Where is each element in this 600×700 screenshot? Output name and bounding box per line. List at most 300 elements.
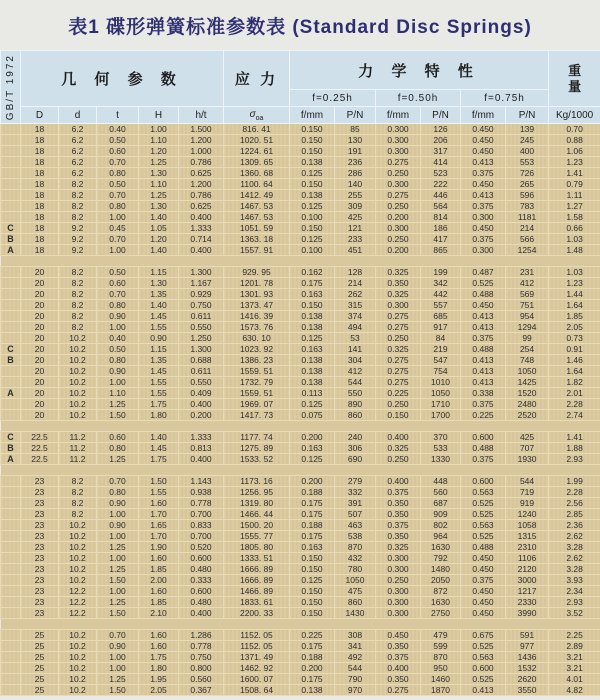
table-cell: 507 — [335, 509, 376, 520]
table-cell: 25 — [21, 630, 59, 641]
table-row — [1, 179, 600, 190]
table-cell: 341 — [335, 641, 376, 652]
table-cell: 130 — [335, 135, 376, 146]
series-marker-cell — [1, 333, 21, 344]
table-cell: 2480 — [506, 399, 549, 410]
table-cell: 1630 — [421, 597, 461, 608]
table-cell: 84 — [421, 333, 461, 344]
table-header — [1, 51, 600, 124]
table-cell: 10.2 — [59, 575, 97, 586]
table-cell: 0.400 — [179, 608, 224, 619]
separator-cell — [1, 465, 600, 476]
table-cell: 8.2 — [59, 278, 97, 289]
table-cell: 1.300 — [179, 267, 224, 278]
table-cell: 0.786 — [179, 190, 224, 201]
weight-char-2: 量 — [568, 78, 582, 94]
table-row — [1, 498, 600, 509]
col-ht: h/t — [179, 107, 224, 124]
table-cell: 1.45 — [139, 311, 179, 322]
table-cell: 8.2 — [59, 322, 97, 333]
table-cell: 0.450 — [461, 608, 506, 619]
table-cell: 0.480 — [179, 597, 224, 608]
table-cell: 0.150 — [290, 608, 335, 619]
table-cell: 0.700 — [179, 531, 224, 542]
series-marker-cell — [1, 300, 21, 311]
table-cell: 1.15 — [139, 267, 179, 278]
series-marker-cell — [1, 685, 21, 696]
series-marker-cell — [1, 377, 21, 388]
table-cell: 0.163 — [290, 289, 335, 300]
table-cell: 0.450 — [376, 630, 421, 641]
table-cell: 0.488 — [461, 542, 506, 553]
series-marker-cell: C — [1, 344, 21, 355]
table-cell: 1.80 — [139, 663, 179, 674]
table-cell: 0.833 — [179, 520, 224, 531]
table-cell: 1309. 65 — [224, 157, 290, 168]
table-cell: 0.563 — [461, 652, 506, 663]
table-cell: 0.90 — [97, 641, 139, 652]
table-cell: 0.300 — [376, 586, 421, 597]
table-row — [1, 520, 600, 531]
table-cell: 2620 — [506, 674, 549, 685]
series-marker-cell — [1, 399, 21, 410]
table-cell: 1666. 89 — [224, 575, 290, 586]
table-cell: 1301. 93 — [224, 289, 290, 300]
table-cell: 1100. 64 — [224, 179, 290, 190]
table-cell: 553 — [506, 157, 549, 168]
table-cell: 547 — [421, 355, 461, 366]
table-cell: 1.99 — [549, 476, 600, 487]
table-cell: 1371. 49 — [224, 652, 290, 663]
weight-char-1: 重 — [568, 62, 582, 78]
table-cell: 6.2 — [59, 146, 97, 157]
table-cell: 1.75 — [139, 399, 179, 410]
table-cell: 3.93 — [549, 575, 600, 586]
table-cell: 1.333 — [179, 223, 224, 234]
table-cell: 1.23 — [549, 278, 600, 289]
table-cell: 1557. 91 — [224, 245, 290, 256]
table-cell: 1.00 — [97, 553, 139, 564]
table-cell: 0.525 — [461, 641, 506, 652]
table-cell: 20 — [21, 311, 59, 322]
table-cell: 0.40 — [97, 124, 139, 135]
table-cell: 0.100 — [290, 212, 335, 223]
table-cell: 139 — [506, 124, 549, 135]
table-cell: 0.750 — [179, 300, 224, 311]
table-row — [1, 685, 600, 696]
table-cell: 1315 — [506, 531, 549, 542]
series-marker-cell — [1, 135, 21, 146]
table-row — [1, 597, 600, 608]
table-cell: 23 — [21, 476, 59, 487]
table-cell: 1.75 — [139, 652, 179, 663]
series-marker-cell — [1, 476, 21, 487]
table-cell: 6.2 — [59, 157, 97, 168]
series-marker-cell — [1, 520, 21, 531]
deflection-050h: f=0.50h — [376, 90, 461, 107]
table-cell: 308 — [335, 630, 376, 641]
table-cell: 1.55 — [139, 322, 179, 333]
table-cell: 2.01 — [549, 388, 600, 399]
table-cell: 599 — [421, 641, 461, 652]
series-marker-cell — [1, 146, 21, 157]
table-cell: 0.400 — [376, 476, 421, 487]
table-cell: 0.350 — [376, 641, 421, 652]
table-cell: 0.350 — [376, 509, 421, 520]
table-cell: 566 — [506, 234, 549, 245]
table-row — [1, 509, 600, 520]
table-cell: 12.2 — [59, 608, 97, 619]
table-cell: 492 — [335, 652, 376, 663]
table-cell: 3000 — [506, 575, 549, 586]
table-cell: 20 — [21, 377, 59, 388]
table-cell: 1.10 — [139, 179, 179, 190]
table-row — [1, 344, 600, 355]
table-cell: 0.163 — [290, 542, 335, 553]
table-cell: 317 — [421, 146, 461, 157]
table-cell: 1.10 — [97, 388, 139, 399]
table-cell: 8.2 — [59, 212, 97, 223]
table-body — [1, 124, 600, 696]
table-cell: 0.275 — [376, 685, 421, 696]
table-cell: 0.450 — [461, 597, 506, 608]
table-cell: 0.487 — [461, 267, 506, 278]
table-cell: 1805. 80 — [224, 542, 290, 553]
table-cell: 18 — [21, 201, 59, 212]
table-cell: 1.200 — [179, 179, 224, 190]
table-cell: 0.375 — [461, 399, 506, 410]
table-cell: 919 — [506, 498, 549, 509]
table-cell: 0.163 — [290, 344, 335, 355]
table-cell: 432 — [335, 553, 376, 564]
table-row — [1, 366, 600, 377]
table-cell: 0.125 — [290, 575, 335, 586]
table-cell: 20 — [21, 300, 59, 311]
table-cell: 816. 41 — [224, 124, 290, 135]
table-cell: 25 — [21, 663, 59, 674]
table-cell: 0.800 — [179, 663, 224, 674]
table-cell: 1.55 — [139, 487, 179, 498]
table-row — [1, 388, 600, 399]
page-title: 表1 碟形弹簧标准参数表 (Standard Disc Springs) — [68, 16, 532, 38]
table-cell: 0.550 — [179, 322, 224, 333]
table-cell: 1600. 07 — [224, 674, 290, 685]
table-cell: 425 — [506, 432, 549, 443]
table-cell: 0.550 — [179, 377, 224, 388]
table-cell: 751 — [506, 300, 549, 311]
table-cell: 412 — [335, 366, 376, 377]
table-cell: 1152. 05 — [224, 641, 290, 652]
table-cell: 0.150 — [290, 564, 335, 575]
table-cell: 1173. 16 — [224, 476, 290, 487]
table-cell: 0.611 — [179, 366, 224, 377]
col-P-050: P/N — [421, 107, 461, 124]
table-cell: 1.60 — [139, 498, 179, 509]
table-cell: 0.560 — [179, 674, 224, 685]
table-cell: 2.85 — [549, 509, 600, 520]
table-cell: 1.60 — [139, 586, 179, 597]
table-cell: 0.150 — [290, 124, 335, 135]
table-cell: 2330 — [506, 597, 549, 608]
table-cell: 11.2 — [59, 454, 97, 465]
table-cell: 0.714 — [179, 234, 224, 245]
table-cell: 20 — [21, 289, 59, 300]
table-cell: 0.275 — [376, 322, 421, 333]
table-cell: 10.2 — [59, 333, 97, 344]
table-cell: 533 — [421, 443, 461, 454]
table-cell: 1.65 — [139, 520, 179, 531]
series-marker-cell: B — [1, 443, 21, 454]
table-cell: 1710 — [421, 399, 461, 410]
table-cell: 0.200 — [290, 663, 335, 674]
table-cell: 783 — [506, 201, 549, 212]
series-marker-cell — [1, 179, 21, 190]
table-cell: 10.2 — [59, 542, 97, 553]
title-bar — [0, 0, 600, 50]
table-cell: 557 — [421, 300, 461, 311]
table-cell: 121 — [335, 223, 376, 234]
table-cell: 564 — [421, 201, 461, 212]
group-separator-row — [1, 421, 600, 432]
table-cell: 929. 95 — [224, 267, 290, 278]
table-cell: 8.2 — [59, 487, 97, 498]
table-row — [1, 586, 600, 597]
table-cell: 425 — [335, 212, 376, 223]
table-cell: 0.250 — [376, 454, 421, 465]
table-cell: 10.2 — [59, 674, 97, 685]
table-cell: 1630 — [421, 542, 461, 553]
table-cell: 0.225 — [290, 630, 335, 641]
table-cell: 0.90 — [97, 498, 139, 509]
table-cell: 0.450 — [461, 223, 506, 234]
table-cell: 1.25 — [97, 597, 139, 608]
table-cell: 0.125 — [290, 333, 335, 344]
table-cell: 954 — [506, 311, 549, 322]
table-cell: 0.91 — [549, 344, 600, 355]
table-row — [1, 333, 600, 344]
table-cell: 0.138 — [290, 190, 335, 201]
table-cell: 0.325 — [376, 267, 421, 278]
table-cell: 538 — [335, 531, 376, 542]
table-cell: 0.80 — [97, 201, 139, 212]
table-cell: 0.413 — [461, 355, 506, 366]
table-cell: 1.45 — [139, 366, 179, 377]
table-cell: 860 — [335, 410, 376, 421]
table-cell: 1.75 — [139, 454, 179, 465]
table-cell: 255 — [335, 190, 376, 201]
table-cell: 1559. 51 — [224, 366, 290, 377]
series-marker-cell — [1, 289, 21, 300]
table-cell: 1.500 — [179, 124, 224, 135]
table-cell: 2.25 — [549, 630, 600, 641]
table-cell: 18 — [21, 234, 59, 245]
table-cell: 0.45 — [97, 223, 139, 234]
table-cell: 1508. 64 — [224, 685, 290, 696]
table-cell: 1559. 51 — [224, 388, 290, 399]
table-cell: 0.375 — [461, 168, 506, 179]
table-cell: 0.929 — [179, 289, 224, 300]
table-cell: 0.413 — [461, 157, 506, 168]
table-row — [1, 652, 600, 663]
table-cell: 1051. 59 — [224, 223, 290, 234]
table-cell: 12.2 — [59, 586, 97, 597]
table-cell: 1201. 78 — [224, 278, 290, 289]
table-cell: 0.138 — [290, 157, 335, 168]
table-cell: 25 — [21, 685, 59, 696]
table-cell: 0.525 — [461, 498, 506, 509]
table-cell: 1.25 — [97, 454, 139, 465]
table-cell: 20 — [21, 355, 59, 366]
table-cell: 1.35 — [139, 355, 179, 366]
table-cell: 2200. 33 — [224, 608, 290, 619]
table-cell: 1.03 — [549, 267, 600, 278]
table-cell: 448 — [421, 476, 461, 487]
table-cell: 1.41 — [549, 432, 600, 443]
table-cell: 23 — [21, 520, 59, 531]
table-cell: 0.413 — [461, 322, 506, 333]
table-cell: 10.2 — [59, 685, 97, 696]
series-marker-cell — [1, 267, 21, 278]
table-cell: 0.488 — [461, 443, 506, 454]
table-cell: 0.450 — [461, 553, 506, 564]
series-marker-cell — [1, 157, 21, 168]
table-cell: 0.90 — [97, 311, 139, 322]
table-cell: 20 — [21, 322, 59, 333]
table-cell: 0.200 — [290, 476, 335, 487]
table-cell: 18 — [21, 146, 59, 157]
table-cell: 0.375 — [376, 652, 421, 663]
table-cell: 2.05 — [139, 685, 179, 696]
table-cell: 463 — [335, 520, 376, 531]
table-cell: 870 — [421, 652, 461, 663]
deflection-075h: f=0.75h — [461, 90, 549, 107]
table-cell: 0.600 — [179, 586, 224, 597]
table-cell: 0.100 — [290, 245, 335, 256]
table-cell: 1.45 — [139, 443, 179, 454]
table-cell: 0.175 — [290, 498, 335, 509]
table-cell: 0.450 — [461, 300, 506, 311]
table-cell: 872 — [421, 586, 461, 597]
table-row — [1, 289, 600, 300]
table-cell: 550 — [335, 388, 376, 399]
table-cell: 1.20 — [139, 234, 179, 245]
table-row — [1, 311, 600, 322]
table-cell: 1254 — [506, 245, 549, 256]
table-cell: 10.2 — [59, 377, 97, 388]
table-cell: 262 — [335, 289, 376, 300]
table-cell: 3.21 — [549, 663, 600, 674]
table-cell: 1.40 — [139, 245, 179, 256]
table-cell: 8.2 — [59, 509, 97, 520]
table-cell: 1417. 73 — [224, 410, 290, 421]
table-cell: 0.70 — [97, 289, 139, 300]
table-cell: 0.325 — [376, 443, 421, 454]
table-cell: 451 — [335, 245, 376, 256]
table-cell: 6.2 — [59, 168, 97, 179]
series-marker-cell: A — [1, 388, 21, 399]
table-cell: 814 — [421, 212, 461, 223]
table-cell: 2.89 — [549, 641, 600, 652]
table-cell: 0.786 — [179, 157, 224, 168]
table-cell: 0.450 — [461, 146, 506, 157]
table-cell: 8.2 — [59, 179, 97, 190]
separator-cell — [1, 421, 600, 432]
table-cell: 85 — [335, 124, 376, 135]
table-cell: 0.520 — [179, 542, 224, 553]
table-cell: 1466. 44 — [224, 509, 290, 520]
table-cell: 0.450 — [461, 586, 506, 597]
table-cell: 23 — [21, 509, 59, 520]
table-cell: 1.44 — [549, 289, 600, 300]
table-cell: 1870 — [421, 685, 461, 696]
disc-spring-table — [0, 50, 600, 696]
table-cell: 0.150 — [290, 223, 335, 234]
table-cell: 370 — [421, 432, 461, 443]
table-cell: 8.2 — [59, 201, 97, 212]
table-cell: 0.300 — [376, 135, 421, 146]
group-separator-row — [1, 619, 600, 630]
series-marker-cell — [1, 212, 21, 223]
table-cell: 8.2 — [59, 190, 97, 201]
table-cell: 4.01 — [549, 674, 600, 685]
table-cell: 494 — [335, 322, 376, 333]
table-cell: 10.2 — [59, 355, 97, 366]
table-row — [1, 564, 600, 575]
series-marker-cell — [1, 322, 21, 333]
table-cell: 0.70 — [97, 630, 139, 641]
table-cell: 0.70 — [97, 234, 139, 245]
table-cell: 479 — [421, 630, 461, 641]
table-cell: 0.250 — [376, 333, 421, 344]
table-cell: 0.275 — [376, 355, 421, 366]
table-cell: 1.00 — [139, 124, 179, 135]
table-cell: 1.00 — [97, 322, 139, 333]
table-cell: 0.73 — [549, 333, 600, 344]
table-cell: 544 — [506, 476, 549, 487]
table-cell: 0.375 — [461, 454, 506, 465]
table-cell: 0.66 — [549, 223, 600, 234]
table-cell: 0.300 — [376, 146, 421, 157]
table-cell: 10.2 — [59, 410, 97, 421]
table-cell: 8.2 — [59, 300, 97, 311]
table-row — [1, 531, 600, 542]
table-cell: 0.300 — [461, 212, 506, 223]
table-cell: 1.200 — [179, 135, 224, 146]
table-cell: 23 — [21, 608, 59, 619]
table-row — [1, 377, 600, 388]
table-cell: 1.90 — [139, 542, 179, 553]
table-cell: 860 — [335, 597, 376, 608]
table-cell: 18 — [21, 245, 59, 256]
col-P-075: P/N — [506, 107, 549, 124]
table-cell: 10.2 — [59, 553, 97, 564]
table-row — [1, 454, 600, 465]
table-cell: 0.225 — [376, 388, 421, 399]
table-cell: 442 — [421, 289, 461, 300]
table-cell: 1.06 — [549, 146, 600, 157]
table-cell: 0.163 — [290, 443, 335, 454]
series-marker-cell — [1, 663, 21, 674]
table-cell: 917 — [421, 322, 461, 333]
table-cell: 1050 — [506, 366, 549, 377]
table-cell: 1532 — [506, 663, 549, 674]
series-marker-cell — [1, 586, 21, 597]
table-cell: 1.11 — [549, 190, 600, 201]
table-cell: 0.333 — [179, 575, 224, 586]
table-cell: 8.2 — [59, 498, 97, 509]
table-cell: 1412. 49 — [224, 190, 290, 201]
table-cell: 2.05 — [549, 322, 600, 333]
